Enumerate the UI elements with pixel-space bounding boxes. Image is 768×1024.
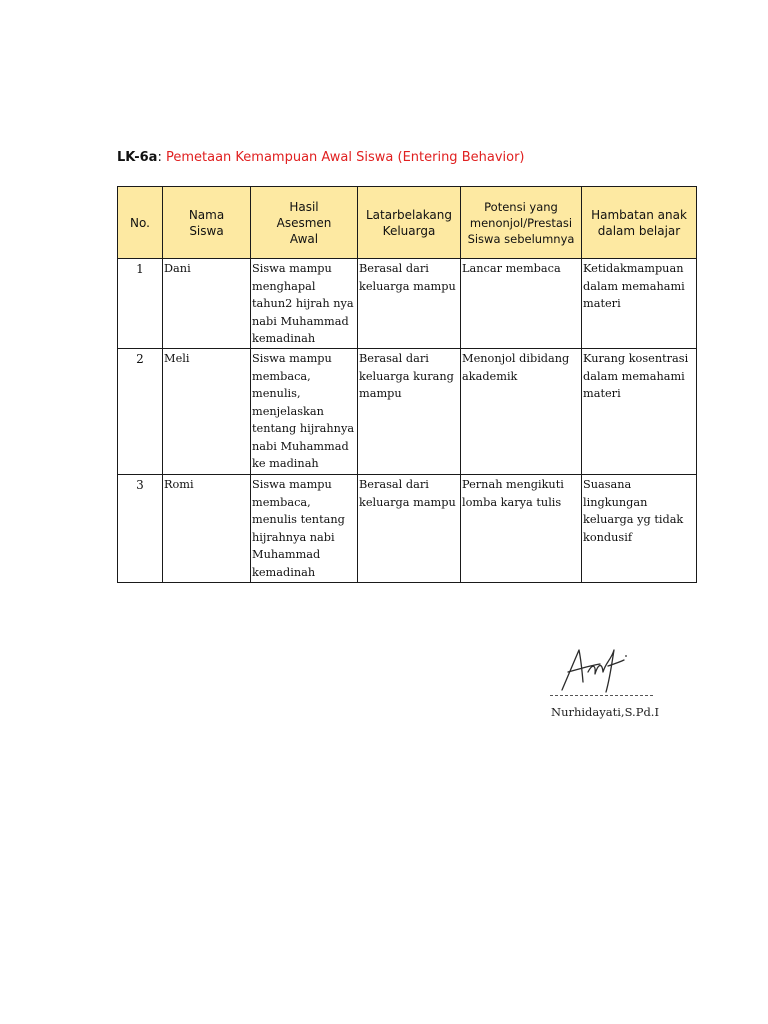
row-number: 2 — [118, 349, 163, 475]
table-row — [118, 259, 697, 349]
assessment-result: Siswa mampu menghapal tahun2 hijrah nya nabi Muhammad kemadinah — [251, 259, 358, 349]
table-row — [118, 475, 697, 583]
header-no — [118, 187, 163, 259]
student-potential: Lancar membaca — [461, 259, 582, 349]
header-hambatan — [582, 187, 697, 259]
family-background: Berasal dari keluarga mampu — [358, 475, 461, 583]
signature-image — [548, 642, 658, 698]
worksheet-heading: Pemetaan Kemampuan Awal Siswa (Entering Behavior) — [165, 150, 525, 165]
learning-obstacle: Ketidakmampuan dalam memahami materi — [582, 259, 697, 349]
header-latarbelakang — [358, 187, 461, 259]
header-hambatan-label: Hambatan anak dalam belajar — [591, 207, 687, 238]
header-latarbelakang-label: Latarbelakang Keluarga — [365, 207, 453, 238]
header-hasil-asesmen-label: Hasil Asesmen Awal — [276, 199, 332, 246]
header-nama-siswa — [163, 187, 251, 259]
title-colon: : — [157, 150, 162, 165]
header-no-label: No. — [130, 215, 150, 230]
header-hasil-asesmen — [251, 187, 358, 259]
header-potensi — [461, 187, 582, 259]
signer-name: Nurhidayati,S.Pd.I — [551, 705, 659, 719]
worksheet-code: LK-6a — [117, 150, 158, 165]
family-background: Berasal dari keluarga kurang mampu — [358, 349, 461, 475]
header-nama-siswa-label: Nama Siswa — [188, 207, 225, 238]
page-title — [117, 149, 525, 167]
table-header-row — [118, 187, 697, 259]
row-number: 1 — [118, 259, 163, 349]
header-potensi-label: Potensi yang menonjol/Prestasi Siswa sebelumnya — [467, 199, 575, 246]
family-background: Berasal dari keluarga mampu — [358, 259, 461, 349]
student-name: Dani — [163, 259, 251, 349]
student-mapping-table — [117, 186, 697, 583]
student-potential: Menonjol dibidang akademik — [461, 349, 582, 475]
assessment-result: Siswa mampu membaca, menulis, menjelaskan tentang hijrahnya nabi Muhammad ke madinah — [251, 349, 358, 475]
student-potential: Pernah mengikuti lomba karya tulis — [461, 475, 582, 583]
student-name: Romi — [163, 475, 251, 583]
signature-line — [550, 695, 653, 696]
learning-obstacle: Kurang kosentrasi dalam memahami materi — [582, 349, 697, 475]
row-number: 3 — [118, 475, 163, 583]
student-name: Meli — [163, 349, 251, 475]
learning-obstacle: Suasana lingkungan keluarga yg tidak kondusif — [582, 475, 697, 583]
table-row — [118, 349, 697, 475]
assessment-result: Siswa mampu membaca, menulis tentang hijrahnya nabi Muhammad kemadinah — [251, 475, 358, 583]
